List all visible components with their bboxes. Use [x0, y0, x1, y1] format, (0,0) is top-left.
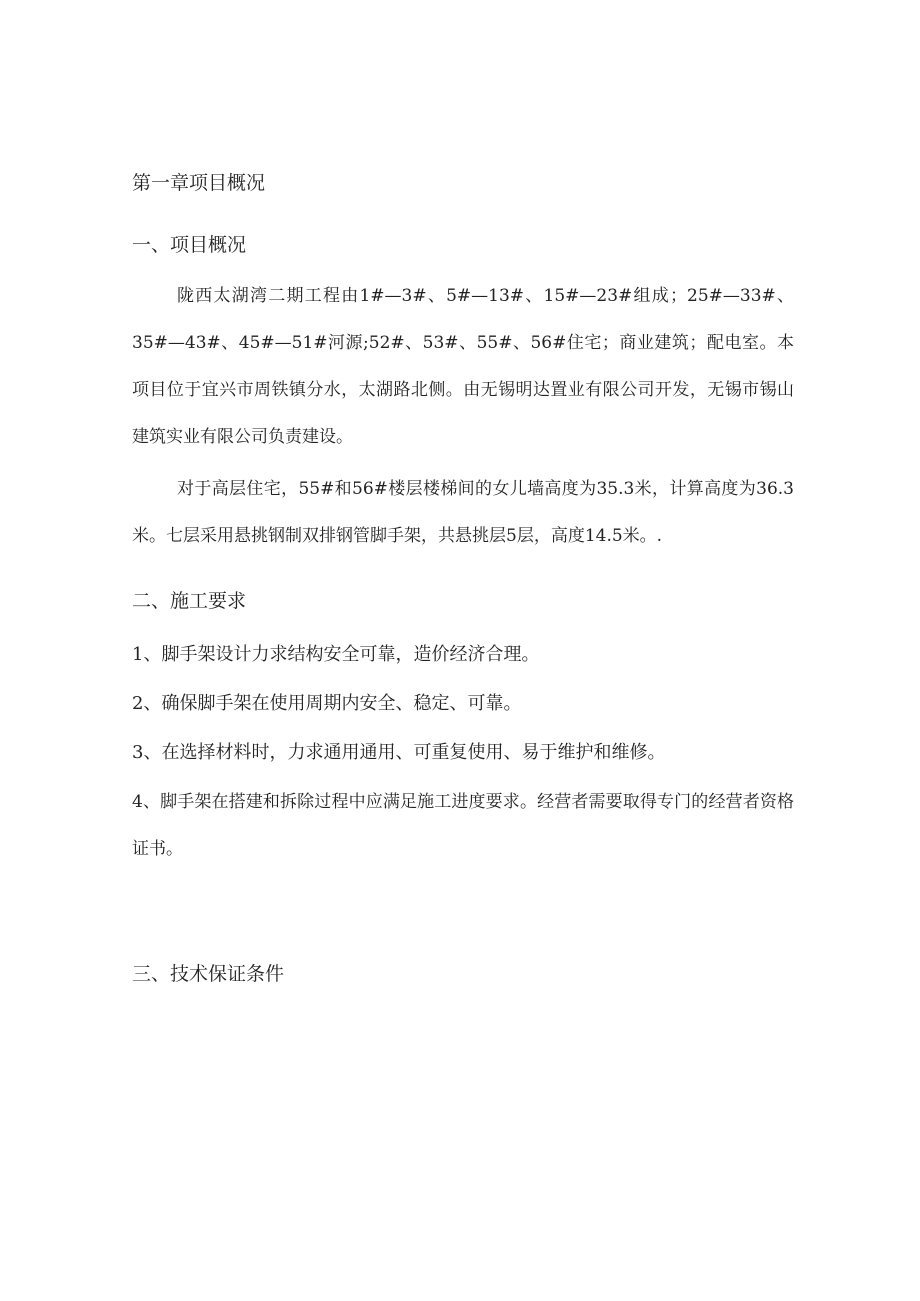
section-heading-overview: 一、项目概况: [132, 234, 247, 256]
requirement-item-2: 2、确保脚手架在使用周期内安全、稳定、可靠。: [132, 693, 522, 714]
requirement-item-1: 1、脚手架设计力求结构安全可靠，造价经济合理。: [132, 644, 540, 665]
requirement-item-4: 4、脚手架在搭建和拆除过程中应满足施工进度要求。经营者需要取得专门的经营者资格证书。: [132, 792, 794, 859]
requirement-item-3: 3、在选择材料时，力求通用通用、可重复使用、易于维护和维修。: [132, 742, 666, 763]
chapter-title: 第一章项目概况: [132, 172, 266, 194]
overview-paragraph-1: 陇西太湖湾二期工程由1#—3#、5#—13#、15#—23#组成；25#—33#、35#—43#、45#—51#河源;52#、53#、55#、56#住宅；商业建筑；配电室。本项目位于宜兴市周铁镇分水，太湖路北侧。由无锡明达置业有限公司开发，无锡市锡山建筑实业有限公司负责建设。: [132, 286, 794, 447]
section-heading-requirements: 二、施工要求: [132, 590, 247, 612]
overview-paragraph-2: 对于高层住宅，55#和56#楼层楼梯间的女儿墙高度为35.3米，计算高度为36.3米。七层采用悬挑钢制双排钢管脚手架，共悬挑层5层，高度14.5米。.: [132, 479, 794, 546]
section-heading-technical-guarantee: 三、技术保证条件: [132, 963, 285, 985]
